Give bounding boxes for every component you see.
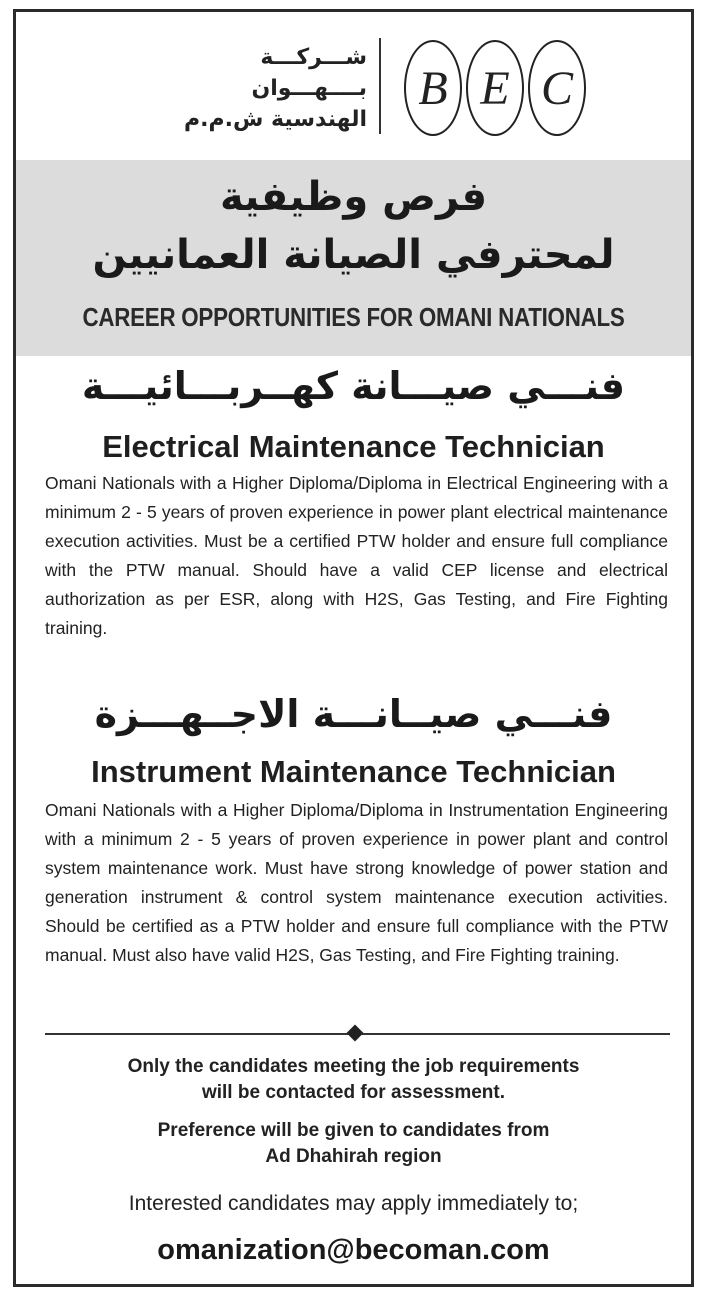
divider-diamond: [347, 1025, 364, 1042]
logo-letter: B: [404, 40, 462, 136]
job-english-title: Electrical Maintenance Technician: [102, 429, 605, 464]
banner-english-title: CAREER OPPORTUNITIES FOR OMANI NATIONALS: [82, 302, 625, 332]
preference-note: [16, 1118, 691, 1170]
preference-note-line: Ad Dhahirah region: [265, 1146, 442, 1167]
title-banner: [16, 160, 691, 356]
banner-arabic-subtitle: لمحترفي الصيانة العمانيين: [92, 232, 615, 278]
contact-note: [16, 1054, 691, 1106]
logo-divider: [379, 38, 381, 134]
job-english-title: Instrument Maintenance Technician: [91, 754, 616, 789]
bec-logo: [404, 40, 594, 138]
preference-note-line: Preference will be given to candidates from: [157, 1120, 550, 1141]
apply-email: omanization@becoman.com: [157, 1234, 550, 1266]
contact-note-line: Only the candidates meeting the job requirements: [127, 1056, 580, 1077]
job-arabic-title: فنـــي صيـــانة كهــربـــائيـــة: [81, 364, 626, 408]
company-arabic-name-line: بــــهـــوان: [251, 76, 367, 101]
advertisement-frame: [13, 9, 694, 1287]
job-description: Omani Nationals with a Higher Diploma/Diploma in Electrical Engineering with a minimum 2 - 5 years of proven experience in power plant electrical maintenance execution activities. Must be a certified PTW holder and ensure full compliance with the PTW manual. Should have a valid CEP license and electrical authorization as per ESR, along with H2S, Gas Testing, and Fire Fighting training.: [45, 473, 668, 638]
banner-arabic-title: فرص وظيفية: [219, 174, 488, 220]
logo-letter: C: [528, 40, 586, 136]
logo-letter: E: [466, 40, 524, 136]
section-divider: [45, 1027, 670, 1041]
job-arabic-title: فنـــي صيــانـــة الاجــهـــزة: [94, 692, 613, 736]
company-arabic-name-line: شـــركـــة: [260, 45, 367, 70]
apply-instruction: Interested candidates may apply immediately to;: [128, 1192, 579, 1215]
company-arabic-name: [127, 42, 367, 135]
job-description: Omani Nationals with a Higher Diploma/Diploma in Instrumentation Engineering with a minimum 2 - 5 years of proven experience in power plant and control system maintenance work. Must have strong knowledge of power station and generation instrument & control system maintenance execution activities. Should be certified as a PTW holder and ensure full compliance with the PTW manual. Must also have valid H2S, Gas Testing, and Fire Fighting training.: [45, 800, 668, 965]
company-arabic-name-line: الهندسية ش.م.م: [184, 107, 367, 132]
company-header: [16, 34, 697, 159]
contact-note-line: will be contacted for assessment.: [201, 1082, 506, 1103]
